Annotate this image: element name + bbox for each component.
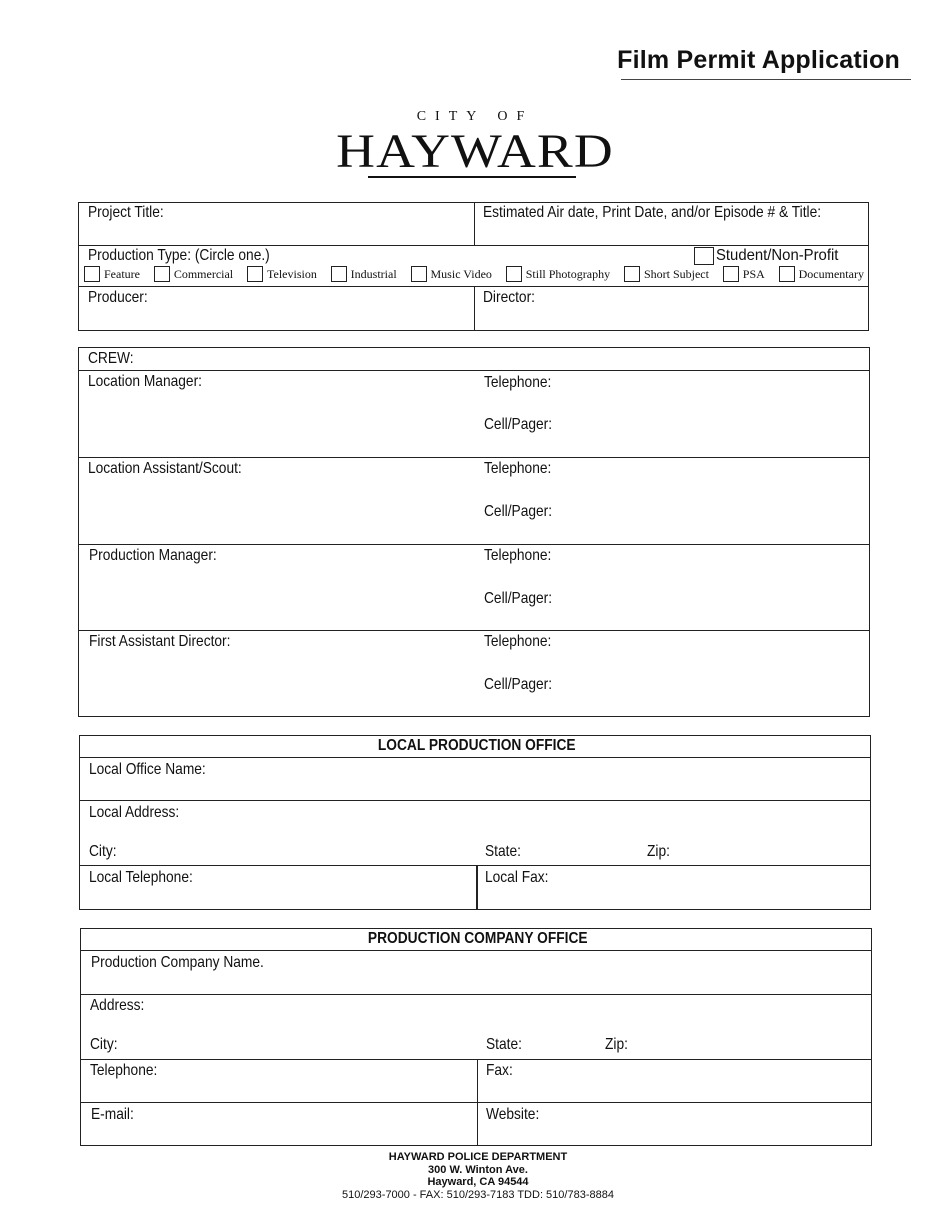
company-website-label: Website: [486,1106,540,1123]
crew-role-label: Location Assistant/Scout: [88,460,242,477]
type-option-documentary[interactable] [779,266,864,282]
student-nonprofit-label: Student/Non-Profit [716,247,839,264]
crew-header: CREW: [88,350,134,367]
company-telephone-label: Telephone: [90,1062,158,1079]
type-checkbox[interactable] [247,266,263,282]
type-option-commercial[interactable] [154,266,233,282]
logo-city-of: CITY OF [416,109,534,124]
footer-street: 300 W. Winton Ave. [428,1163,528,1176]
type-label: Still Photography [525,266,611,281]
local-office-header: LOCAL PRODUCTION OFFICE [377,737,576,754]
type-option-feature[interactable] [84,266,140,282]
local-row-divider [79,865,871,866]
director-label: Director: [483,289,535,306]
type-checkbox[interactable] [331,266,347,282]
company-zip-label: Zip: [605,1036,628,1053]
crew-telephone-label: Telephone: [484,633,552,650]
type-checkbox[interactable] [779,266,795,282]
company-row-divider [80,1059,872,1060]
local-fax-label: Local Fax: [485,869,549,886]
row-divider [78,286,869,287]
type-checkbox[interactable] [506,266,522,282]
local-state-label: State: [485,843,521,860]
company-header-divider [80,950,872,951]
company-row-divider [80,1102,872,1103]
local-row-divider [79,800,871,801]
production-type-label: Production Type: (Circle one.) [88,247,270,264]
form-title: Film Permit Application [617,46,900,74]
footer-phones: 510/293-7000 - FAX: 510/293-7183 TDD: 510/783-8884 [342,1188,614,1201]
crew-row-divider [78,457,870,458]
company-state-label: State: [486,1036,522,1053]
type-label: PSA [742,266,765,281]
local-header-divider [79,757,871,758]
crew-role-label: Location Manager: [88,373,202,390]
student-nonprofit-checkbox[interactable] [694,247,714,265]
type-option-psa[interactable] [723,266,765,282]
company-fax-label: Fax: [486,1062,513,1079]
company-email-label: E-mail: [91,1106,134,1123]
type-checkbox[interactable] [84,266,100,282]
crew-role-label: First Assistant Director: [89,633,231,650]
type-label: Short Subject [643,266,709,281]
row-divider [78,245,869,246]
crew-header-divider [78,370,870,371]
type-checkbox[interactable] [411,266,427,282]
local-telephone-label: Local Telephone: [89,869,193,886]
local-address-label: Local Address: [89,804,180,821]
type-label: Commercial [173,266,234,281]
crew-telephone-label: Telephone: [484,547,552,564]
type-checkbox[interactable] [723,266,739,282]
footer-department: HAYWARD POLICE DEPARTMENT [388,1151,568,1163]
producer-label: Producer: [88,289,148,306]
type-option-industrial[interactable] [331,266,397,282]
local-zip-label: Zip: [647,843,670,860]
type-option-still-photography[interactable] [506,266,610,282]
student-nonprofit-option[interactable] [694,247,848,265]
company-office-header: PRODUCTION COMPANY OFFICE [367,930,588,947]
type-label: Documentary [798,266,864,281]
type-label: Feature [104,266,140,281]
crew-row-divider [78,630,870,631]
logo-hayward: HAYWARD [336,125,614,178]
company-city-label: City: [90,1036,118,1053]
type-option-short-subject[interactable] [624,266,709,282]
crew-cell-label: Cell/Pager: [484,590,553,607]
producer-divider [474,286,475,331]
crew-section [78,347,870,717]
type-checkbox[interactable] [624,266,640,282]
crew-cell-label: Cell/Pager: [484,676,553,693]
company-phone-divider [477,1059,478,1146]
local-city-label: City: [89,843,117,860]
crew-role-label: Production Manager: [89,547,217,564]
logo-underline [368,176,576,178]
type-option-television[interactable] [247,266,317,282]
company-name-label: Production Company Name. [91,954,264,971]
company-row-divider [80,994,872,995]
crew-telephone-label: Telephone: [484,374,552,391]
production-type-options [84,266,864,282]
footer-city: Hayward, CA 94544 [427,1176,529,1188]
local-office-name-label: Local Office Name: [89,761,206,778]
crew-telephone-label: Telephone: [484,460,552,477]
type-option-music-video[interactable] [411,266,492,282]
type-checkbox[interactable] [154,266,170,282]
type-label: Music Video [430,266,492,281]
air-date-label: Estimated Air date, Print Date, and/or Episode # & Title: [483,204,822,221]
project-title-label: Project Title: [88,204,164,221]
footer [0,1151,950,1201]
crew-cell-label: Cell/Pager: [484,416,553,433]
crew-row-divider [78,544,870,545]
local-phone-divider [476,865,478,910]
type-label: Industrial [350,266,397,281]
title-underline [621,79,911,80]
crew-cell-label: Cell/Pager: [484,503,553,520]
company-address-label: Address: [90,997,145,1014]
type-label: Television [267,266,317,281]
